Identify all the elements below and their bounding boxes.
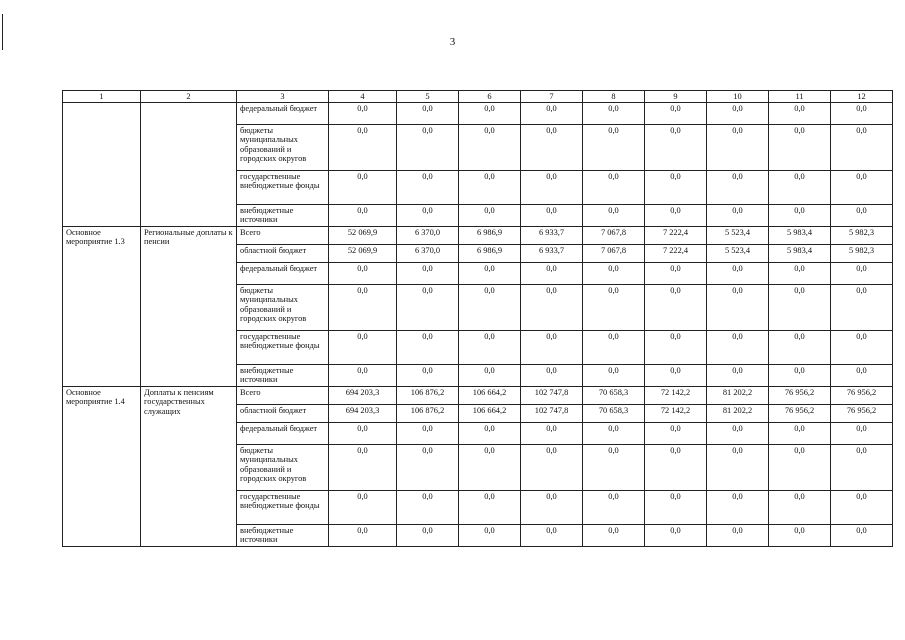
value-cell: 0,0 — [583, 102, 645, 124]
table-row — [63, 226, 893, 244]
value-cell: 694 203,3 — [329, 404, 397, 422]
value-cell: 0,0 — [831, 524, 893, 546]
value-cell: 0,0 — [459, 422, 521, 444]
table-row — [63, 386, 893, 404]
value-cell: 0,0 — [707, 422, 769, 444]
value-cell: 102 747,8 — [521, 404, 583, 422]
value-cell: 0,0 — [645, 204, 707, 226]
value-cell: 0,0 — [521, 170, 583, 204]
column-number-cell: 2 — [141, 91, 237, 103]
value-cell: 0,0 — [397, 262, 459, 284]
value-cell: 0,0 — [707, 204, 769, 226]
value-cell: 0,0 — [645, 102, 707, 124]
value-cell: 0,0 — [645, 170, 707, 204]
value-cell: 0,0 — [769, 284, 831, 330]
value-cell: 0,0 — [459, 330, 521, 364]
value-cell: 0,0 — [707, 490, 769, 524]
value-cell: 0,0 — [583, 284, 645, 330]
value-cell: 0,0 — [769, 262, 831, 284]
column-number-cell: 12 — [831, 91, 893, 103]
header-row — [63, 91, 893, 103]
value-cell: 106 664,2 — [459, 386, 521, 404]
value-cell: 0,0 — [707, 444, 769, 490]
value-cell: 0,0 — [459, 262, 521, 284]
value-cell: 76 956,2 — [831, 386, 893, 404]
value-cell: 106 876,2 — [397, 386, 459, 404]
value-cell: 0,0 — [459, 170, 521, 204]
value-cell: 0,0 — [521, 284, 583, 330]
value-cell: 0,0 — [645, 364, 707, 386]
value-cell: 7 222,4 — [645, 244, 707, 262]
column-number-cell: 1 — [63, 91, 141, 103]
value-cell: 0,0 — [397, 124, 459, 170]
value-cell: 70 658,3 — [583, 386, 645, 404]
value-cell: 0,0 — [645, 490, 707, 524]
value-cell: 6 370,0 — [397, 226, 459, 244]
value-cell: 0,0 — [459, 204, 521, 226]
value-cell: 0,0 — [329, 490, 397, 524]
value-cell: 0,0 — [831, 330, 893, 364]
value-cell: 0,0 — [459, 364, 521, 386]
value-cell: 0,0 — [521, 422, 583, 444]
value-cell: 0,0 — [645, 444, 707, 490]
funding-source-cell: федеральный бюджет — [237, 102, 329, 124]
funding-source-cell: федеральный бюджет — [237, 422, 329, 444]
value-cell: 0,0 — [645, 124, 707, 170]
value-cell: 0,0 — [329, 330, 397, 364]
value-cell: 0,0 — [583, 124, 645, 170]
value-cell: 0,0 — [707, 330, 769, 364]
value-cell: 0,0 — [707, 284, 769, 330]
value-cell: 5 982,3 — [831, 244, 893, 262]
funding-source-cell: областной бюджет — [237, 404, 329, 422]
value-cell: 76 956,2 — [769, 386, 831, 404]
measure-name-cell: Основное мероприятие 1.3 — [63, 226, 141, 386]
value-cell: 76 956,2 — [769, 404, 831, 422]
value-cell: 0,0 — [831, 444, 893, 490]
value-cell: 81 202,2 — [707, 404, 769, 422]
value-cell: 0,0 — [707, 124, 769, 170]
value-cell: 72 142,2 — [645, 404, 707, 422]
value-cell: 0,0 — [769, 490, 831, 524]
value-cell: 0,0 — [397, 524, 459, 546]
funding-source-cell: федеральный бюджет — [237, 262, 329, 284]
value-cell: 0,0 — [831, 204, 893, 226]
value-cell: 0,0 — [583, 262, 645, 284]
value-cell: 72 142,2 — [645, 386, 707, 404]
value-cell: 5 983,4 — [769, 226, 831, 244]
value-cell: 0,0 — [769, 524, 831, 546]
value-cell: 0,0 — [459, 490, 521, 524]
value-cell: 0,0 — [397, 422, 459, 444]
value-cell: 7 067,8 — [583, 226, 645, 244]
value-cell: 0,0 — [329, 364, 397, 386]
value-cell: 102 747,8 — [521, 386, 583, 404]
value-cell: 0,0 — [707, 364, 769, 386]
funding-source-cell: внебюджетные источники — [237, 364, 329, 386]
value-cell: 0,0 — [831, 284, 893, 330]
funding-source-cell: государственные внебюджетные фонды — [237, 490, 329, 524]
measure-name-cell: Основное мероприятие 1.4 — [63, 386, 141, 546]
value-cell: 0,0 — [583, 364, 645, 386]
value-cell: 0,0 — [397, 170, 459, 204]
value-cell: 0,0 — [459, 524, 521, 546]
funding-source-cell: государственные внебюджетные фонды — [237, 330, 329, 364]
column-number-cell: 3 — [237, 91, 329, 103]
funding-source-cell: внебюджетные источники — [237, 524, 329, 546]
value-cell: 7 222,4 — [645, 226, 707, 244]
value-cell: 0,0 — [645, 524, 707, 546]
value-cell: 0,0 — [769, 330, 831, 364]
value-cell: 81 202,2 — [707, 386, 769, 404]
column-number-cell: 5 — [397, 91, 459, 103]
value-cell: 0,0 — [831, 422, 893, 444]
value-cell: 6 986,9 — [459, 244, 521, 262]
value-cell: 0,0 — [769, 124, 831, 170]
value-cell: 106 876,2 — [397, 404, 459, 422]
value-cell: 0,0 — [831, 102, 893, 124]
funding-source-cell: бюджеты муниципальных образований и городских округов — [237, 444, 329, 490]
value-cell: 0,0 — [707, 262, 769, 284]
funding-source-cell: бюджеты муниципальных образований и городских округов — [237, 284, 329, 330]
value-cell: 0,0 — [645, 330, 707, 364]
value-cell: 0,0 — [329, 422, 397, 444]
column-number-cell: 4 — [329, 91, 397, 103]
value-cell: 6 986,9 — [459, 226, 521, 244]
value-cell: 0,0 — [583, 170, 645, 204]
value-cell: 0,0 — [707, 102, 769, 124]
value-cell: 106 664,2 — [459, 404, 521, 422]
value-cell: 0,0 — [521, 204, 583, 226]
value-cell: 0,0 — [707, 170, 769, 204]
column-number-cell: 7 — [521, 91, 583, 103]
value-cell: 0,0 — [521, 330, 583, 364]
funding-source-cell: внебюджетные источники — [237, 204, 329, 226]
measure-title-cell: Региональные доплаты к пенсии — [141, 226, 237, 386]
page-number: 3 — [449, 36, 456, 48]
value-cell: 0,0 — [521, 524, 583, 546]
value-cell: 0,0 — [707, 524, 769, 546]
value-cell: 694 203,3 — [329, 386, 397, 404]
value-cell: 5 983,4 — [769, 244, 831, 262]
value-cell: 0,0 — [329, 524, 397, 546]
value-cell: 0,0 — [831, 124, 893, 170]
value-cell: 0,0 — [521, 364, 583, 386]
value-cell: 0,0 — [329, 124, 397, 170]
value-cell: 0,0 — [329, 102, 397, 124]
column-number-cell: 11 — [769, 91, 831, 103]
value-cell: 0,0 — [397, 364, 459, 386]
value-cell: 0,0 — [397, 444, 459, 490]
value-cell: 76 956,2 — [831, 404, 893, 422]
value-cell: 0,0 — [583, 330, 645, 364]
value-cell: 52 069,9 — [329, 226, 397, 244]
value-cell: 0,0 — [397, 284, 459, 330]
measure-title-cell: Доплаты к пенсиям государственных служащих — [141, 386, 237, 546]
value-cell: 7 067,8 — [583, 244, 645, 262]
value-cell: 6 370,0 — [397, 244, 459, 262]
value-cell: 70 658,3 — [583, 404, 645, 422]
value-cell: 5 982,3 — [831, 226, 893, 244]
value-cell: 0,0 — [583, 444, 645, 490]
value-cell: 0,0 — [521, 262, 583, 284]
value-cell: 0,0 — [329, 170, 397, 204]
value-cell: 0,0 — [645, 284, 707, 330]
value-cell: 0,0 — [583, 422, 645, 444]
value-cell: 0,0 — [769, 204, 831, 226]
value-cell: 0,0 — [521, 444, 583, 490]
value-cell: 0,0 — [831, 490, 893, 524]
value-cell: 0,0 — [769, 444, 831, 490]
funding-source-cell: Всего — [237, 386, 329, 404]
value-cell: 6 933,7 — [521, 244, 583, 262]
table-row — [63, 102, 893, 124]
funding-source-cell: областной бюджет — [237, 244, 329, 262]
value-cell: 0,0 — [459, 444, 521, 490]
budget-table — [62, 90, 893, 547]
value-cell: 0,0 — [645, 262, 707, 284]
value-cell: 5 523,4 — [707, 226, 769, 244]
column-number-cell: 9 — [645, 91, 707, 103]
column-number-cell: 8 — [583, 91, 645, 103]
value-cell: 0,0 — [769, 170, 831, 204]
value-cell: 0,0 — [769, 102, 831, 124]
value-cell: 0,0 — [521, 490, 583, 524]
measure-title-cell-empty — [141, 102, 237, 226]
value-cell: 0,0 — [329, 444, 397, 490]
value-cell: 0,0 — [645, 422, 707, 444]
value-cell: 0,0 — [831, 170, 893, 204]
funding-source-cell: государственные внебюджетные фонды — [237, 170, 329, 204]
value-cell: 0,0 — [329, 284, 397, 330]
column-number-cell: 10 — [707, 91, 769, 103]
value-cell: 0,0 — [769, 364, 831, 386]
funding-source-cell: Всего — [237, 226, 329, 244]
value-cell: 0,0 — [397, 490, 459, 524]
value-cell: 0,0 — [831, 262, 893, 284]
measure-name-cell-empty — [63, 102, 141, 226]
value-cell: 0,0 — [769, 422, 831, 444]
value-cell: 0,0 — [397, 330, 459, 364]
funding-source-cell: бюджеты муниципальных образований и городских округов — [237, 124, 329, 170]
value-cell: 0,0 — [459, 284, 521, 330]
value-cell: 0,0 — [583, 204, 645, 226]
value-cell: 0,0 — [831, 364, 893, 386]
value-cell: 0,0 — [397, 204, 459, 226]
value-cell: 0,0 — [459, 102, 521, 124]
column-number-cell: 6 — [459, 91, 521, 103]
value-cell: 0,0 — [583, 524, 645, 546]
value-cell: 0,0 — [329, 204, 397, 226]
value-cell: 0,0 — [583, 490, 645, 524]
value-cell: 0,0 — [329, 262, 397, 284]
value-cell: 0,0 — [521, 102, 583, 124]
value-cell: 6 933,7 — [521, 226, 583, 244]
value-cell: 0,0 — [397, 102, 459, 124]
value-cell: 0,0 — [521, 124, 583, 170]
value-cell: 5 523,4 — [707, 244, 769, 262]
value-cell: 52 069,9 — [329, 244, 397, 262]
value-cell: 0,0 — [459, 124, 521, 170]
